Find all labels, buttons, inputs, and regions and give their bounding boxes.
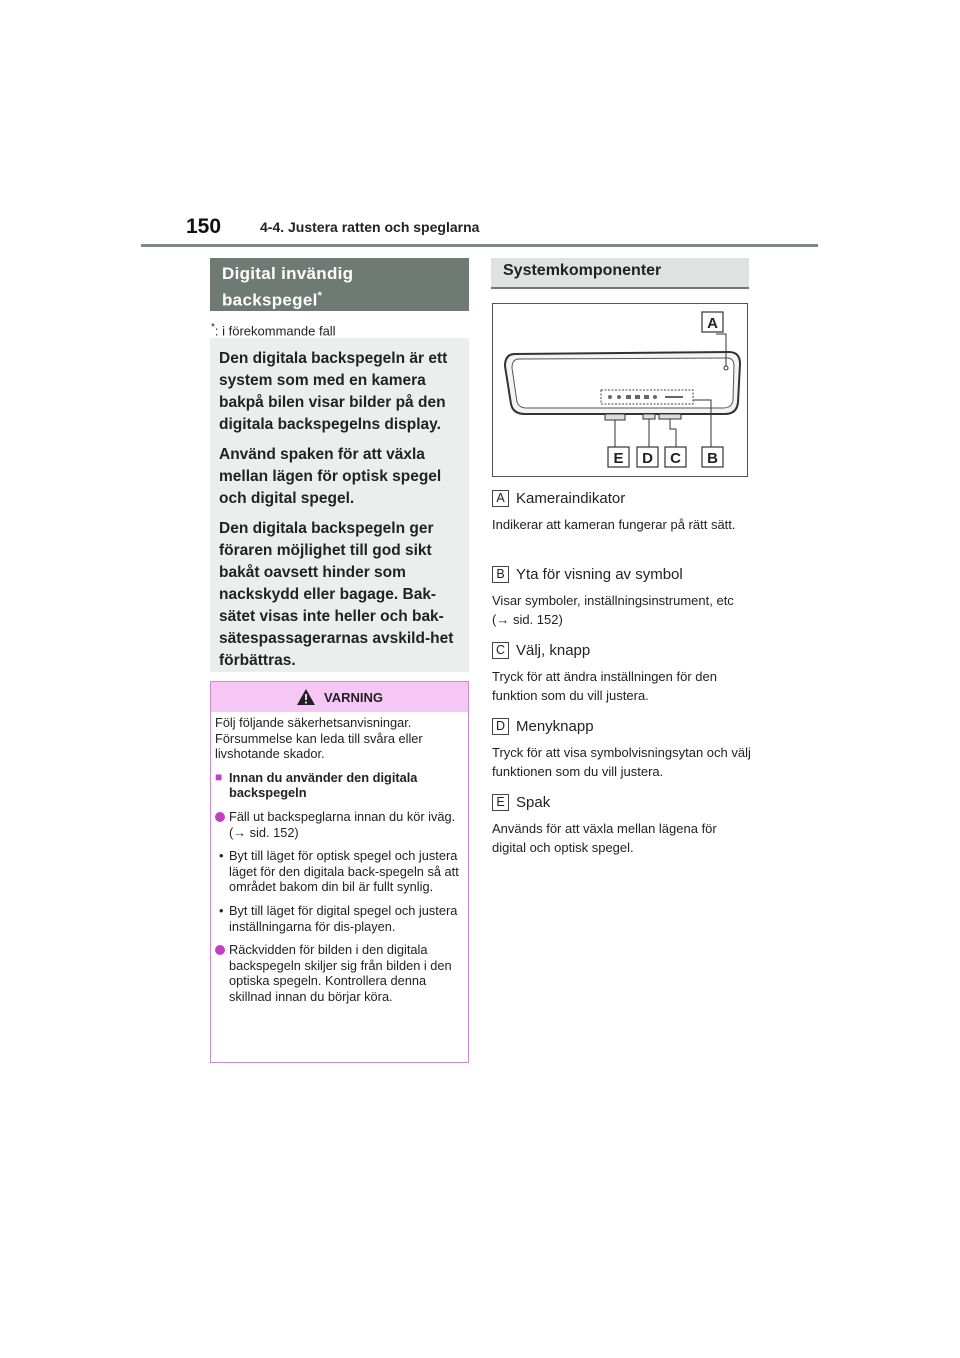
- rearview-mirror-illustration: [493, 304, 747, 476]
- component-d: [492, 715, 752, 781]
- warning-section-title: Innan du använder den digitala backspegeln: [229, 769, 418, 801]
- component-c: [492, 639, 752, 705]
- section-title: 4-4. Justera ratten och speglarna: [260, 219, 480, 235]
- component-letter-badge: C: [492, 642, 509, 659]
- warning-item: [215, 809, 462, 840]
- warning-item-text: Fäll ut backspeglarna innan du kör iväg. (→ sid. 152): [229, 808, 456, 840]
- warning-body: [211, 712, 468, 1005]
- footnote-text: : i förekommande fall: [214, 323, 336, 339]
- component-description: Tryck för att ändra inställningen för den funktion som du vill justera.: [492, 669, 717, 703]
- component-title: Kameraindikator: [516, 489, 626, 507]
- diagram-label-b: B: [707, 450, 718, 467]
- diagram-label-e: E: [613, 450, 624, 467]
- component-letter-badge: D: [492, 718, 509, 735]
- warning-bullet-text: Byt till läget för digital spegel och justera inställningarna för dis-playen.: [229, 902, 458, 934]
- summary-box: [210, 338, 469, 672]
- diagram-label-c: C: [670, 450, 681, 467]
- header-rule: [141, 244, 818, 247]
- dot-bullet-icon: •: [219, 848, 224, 864]
- heading-footnote-mark: *: [317, 290, 323, 302]
- component-b: [492, 563, 752, 629]
- warning-title: VARNING: [324, 689, 383, 705]
- summary-paragraph-3: Den digitala backspegeln ger föraren möjlighet till god sikt bakåt oavsett hinder som nackskydd eller bagage. Bak-sätet visas inte heller och bak-sätespassagerarnas avskild-het förbättras.: [219, 520, 454, 669]
- round-bullet-icon: [215, 812, 225, 822]
- component-letter-badge: E: [492, 794, 509, 811]
- component-title: Menyknapp: [516, 717, 594, 735]
- component-title: Spak: [516, 793, 551, 811]
- warning-bullet: [215, 903, 462, 934]
- component-title: Yta för visning av symbol: [516, 565, 683, 583]
- round-bullet-icon: [215, 945, 225, 955]
- component-title: Välj, knapp: [516, 641, 591, 659]
- component-description: Tryck för att visa symbolvisningsytan och välj funktionen som du vill justera.: [492, 745, 751, 779]
- component-letter-badge: B: [492, 566, 509, 583]
- diagram-label-d: D: [642, 450, 653, 467]
- warning-item: [215, 942, 462, 1004]
- mirror-diagram: [492, 303, 748, 477]
- component-letter-badge: A: [492, 490, 509, 507]
- diagram-label-a: A: [707, 315, 718, 332]
- component-a: [492, 487, 752, 534]
- warning-intro: Följ följande säkerhetsanvisningar. Försummelse kan leda till svåra eller livshotande skador.: [215, 715, 423, 762]
- component-description: Används för att växla mellan lägena för digital och optisk spegel.: [492, 821, 717, 855]
- warning-section: [215, 770, 462, 801]
- summary-paragraph-2: Använd spaken för att växla mellan lägen för optisk spegel och digital spegel.: [219, 446, 442, 507]
- warning-item-text: Räckvidden för bilden i den digitala backspegeln skiljer sig från bilden i den optiska spegeln. Kontrollera denna skillnad innan du börjar köra.: [229, 942, 452, 1004]
- warning-triangle-icon: [296, 688, 316, 706]
- component-e: [492, 791, 752, 857]
- heading-line-2: backspegel: [222, 290, 318, 310]
- summary-paragraph-1: Den digitala backspegeln är ett system som med en kamera bakpå bilen visar bilder på den digitala backspegelns display.: [219, 350, 448, 433]
- warning-header: [211, 682, 468, 712]
- warning-bullet: [215, 848, 462, 895]
- warning-bullet-text: Byt till läget för optisk spegel och justera läget för den digitala back-spegeln så att området bakom din bil är fullt synlig.: [229, 848, 459, 895]
- component-description: Indikerar att kameran fungerar på rätt sätt.: [492, 517, 736, 532]
- dot-bullet-icon: •: [219, 902, 224, 918]
- component-description: Visar symboler, inställningsinstrument, etc (→ sid. 152): [492, 593, 734, 627]
- heading-line-1: Digital invändig: [222, 264, 354, 283]
- page-number: 150: [186, 215, 222, 238]
- square-bullet-icon: ■: [215, 769, 223, 784]
- footnote-mark: *: [211, 322, 215, 333]
- section-heading-digital-mirror: [210, 258, 469, 311]
- footnote: [211, 322, 336, 338]
- warning-box: [210, 681, 469, 1063]
- system-components-heading: Systemkomponenter: [491, 258, 749, 289]
